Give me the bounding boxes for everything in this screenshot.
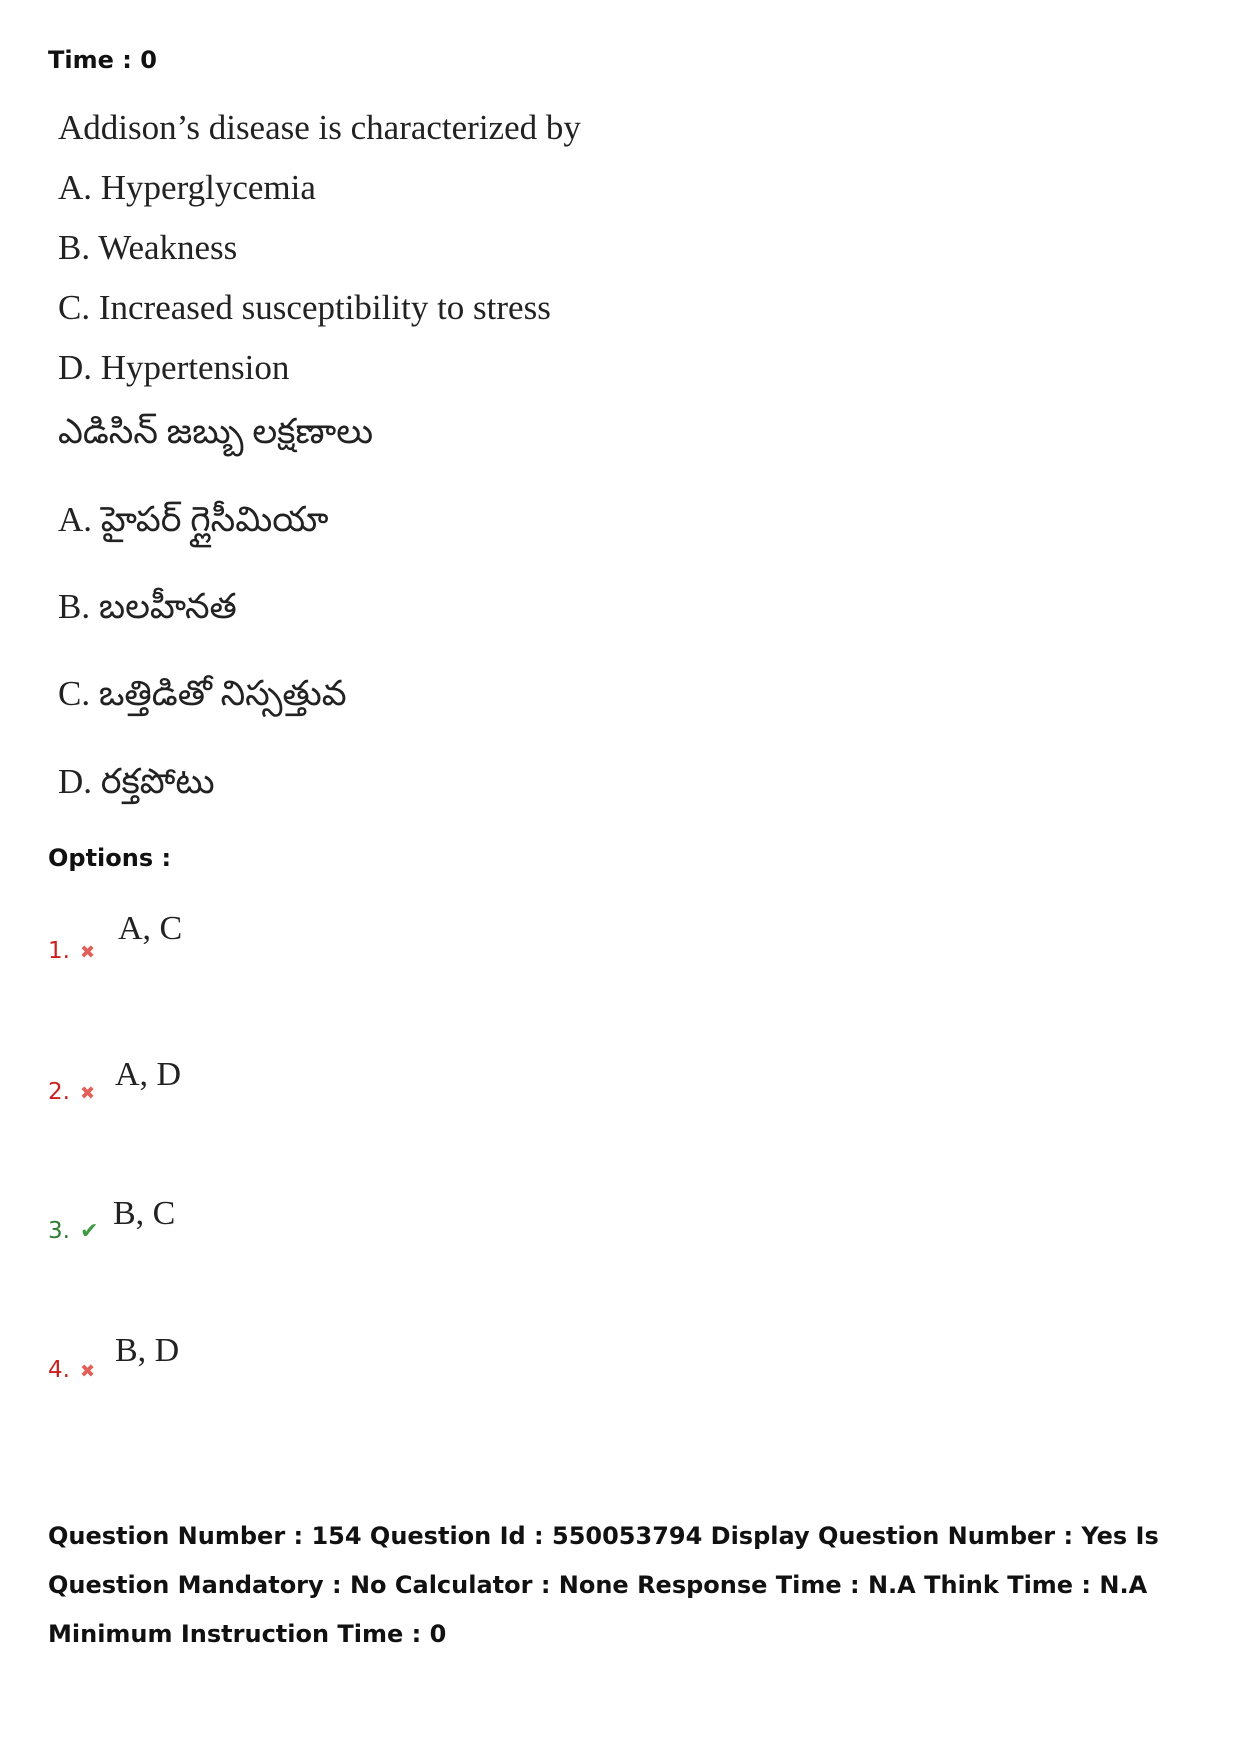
question-stem-english: Addison’s disease is characterized by <box>58 108 581 147</box>
option-text: A, C <box>118 910 183 947</box>
cross-icon: ✖ <box>79 942 96 963</box>
question-item-telugu-d: D. రక్తపోటు <box>58 762 215 801</box>
question-metadata: Question Number : 154 Question Id : 550053794 Display Question Number : Yes Is Question Mandatory : No Calculator : None Response Time : N.A Think Time : N.A Minimum Instruction Time : 0 <box>48 1522 1159 1648</box>
cross-icon: ✖ <box>79 1083 96 1104</box>
check-icon: ✔ <box>79 1219 99 1244</box>
question-item-telugu-c: C. ఒత్తిడితో నిస్సత్తువ <box>58 674 347 713</box>
option-text: B, C <box>113 1195 176 1232</box>
question-stem-telugu: ఎడిసిన్ జబ్బు లక్షణాలు <box>58 412 374 451</box>
question-item-telugu-a: A. హైపర్ గ్లైసీమియా <box>58 500 329 539</box>
question-item-english-c: C. Increased susceptibility to stress <box>58 288 551 327</box>
question-item-english-d: D. Hypertension <box>58 348 290 387</box>
option-number: 1. <box>48 938 70 964</box>
question-item-english-b: B. Weakness <box>58 228 238 267</box>
option-text: A, D <box>115 1056 182 1093</box>
option-number: 2. <box>48 1079 70 1105</box>
cross-icon: ✖ <box>79 1361 96 1382</box>
question-item-telugu-b: B. బలహీనత <box>58 587 237 626</box>
option-number: 4. <box>48 1357 70 1383</box>
options-label: Options : <box>48 844 172 872</box>
time-label: Time : 0 <box>48 46 157 74</box>
question-item-english-a: A. Hyperglycemia <box>58 168 316 207</box>
option-text: B, D <box>115 1332 180 1369</box>
option-number: 3. <box>48 1218 70 1244</box>
